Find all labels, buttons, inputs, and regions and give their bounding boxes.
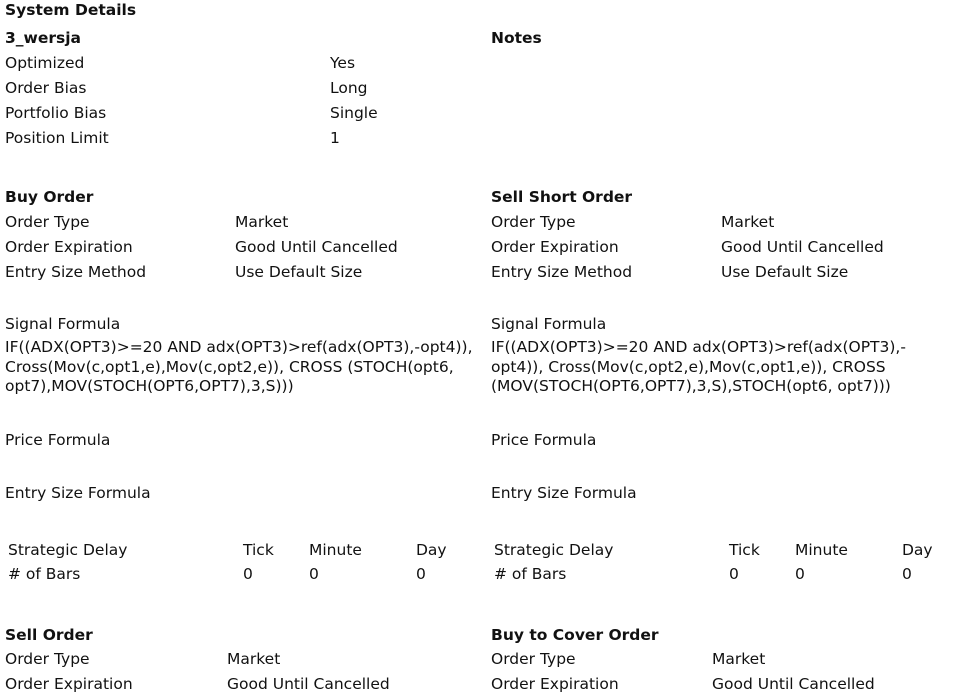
sell-order-expiration-value: Good Until Cancelled	[227, 675, 390, 693]
sell-short-bars-label: # of Bars	[494, 565, 567, 583]
notes-label: Notes	[491, 29, 542, 47]
sell-short-signal-formula-label: Signal Formula	[491, 315, 607, 333]
sell-short-expiration-label: Order Expiration	[491, 238, 619, 256]
sell-short-order-type-value: Market	[721, 213, 775, 231]
sell-short-entry-size-method-label: Entry Size Method	[491, 263, 633, 281]
buy-entry-size-method-value: Use Default Size	[235, 263, 363, 281]
portfolio-bias-label: Portfolio Bias	[5, 104, 107, 122]
sell-short-bars-minute-value: 0	[795, 565, 805, 583]
buy-bars-day-value: 0	[416, 565, 426, 583]
sell-short-bars-tick-value: 0	[729, 565, 739, 583]
sell-order-expiration-label: Order Expiration	[5, 675, 133, 693]
sell-short-delay-tick-header: Tick	[729, 541, 760, 559]
buy-delay-minute-header: Minute	[309, 541, 362, 559]
buy-to-cover-expiration-value: Good Until Cancelled	[712, 675, 875, 693]
buy-order-type-value: Market	[235, 213, 289, 231]
buy-to-cover-type-label: Order Type	[491, 650, 576, 668]
sell-short-delay-minute-header: Minute	[795, 541, 848, 559]
buy-entry-size-formula-label: Entry Size Formula	[5, 484, 151, 502]
buy-order-type-label: Order Type	[5, 213, 90, 231]
buy-price-formula-label: Price Formula	[5, 431, 111, 449]
buy-delay-day-header: Day	[416, 541, 447, 559]
buy-to-cover-order-title: Buy to Cover Order	[491, 626, 659, 644]
optimized-label: Optimized	[5, 54, 85, 72]
page-title: System Details	[5, 1, 137, 19]
sell-short-price-formula-label: Price Formula	[491, 431, 597, 449]
order-bias-label: Order Bias	[5, 79, 87, 97]
buy-signal-formula: IF((ADX(OPT3)>=20 AND adx(OPT3)>ref(adx(OPT3),-opt4)), Cross(Mov(c,opt1,e),Mov(c,opt2,e)), CROSS (STOCH(opt6, opt7),MOV(STOCH(OPT6,OPT7),3,S)))	[5, 338, 473, 395]
position-limit-label: Position Limit	[5, 129, 109, 147]
buy-entry-size-method-label: Entry Size Method	[5, 263, 147, 281]
buy-bars-tick-value: 0	[243, 565, 253, 583]
sell-order-title: Sell Order	[5, 626, 93, 644]
buy-bars-label: # of Bars	[8, 565, 81, 583]
position-limit-value: 1	[330, 129, 340, 147]
sell-short-entry-size-formula-label: Entry Size Formula	[491, 484, 637, 502]
buy-to-cover-expiration-label: Order Expiration	[491, 675, 619, 693]
buy-to-cover-type-value: Market	[712, 650, 766, 668]
sell-order-type-label: Order Type	[5, 650, 90, 668]
order-bias-value: Long	[330, 79, 368, 97]
sell-short-signal-formula: IF((ADX(OPT3)>=20 AND adx(OPT3)>ref(adx(OPT3),-opt4)), Cross(Mov(c,opt2,e),Mov(c,opt1,e)), CROSS (MOV(STOCH(OPT6,OPT7),3,S),STOCH(opt6, opt7)))	[491, 338, 906, 395]
buy-strategic-delay-label: Strategic Delay	[8, 541, 128, 559]
sell-short-entry-size-method-value: Use Default Size	[721, 263, 849, 281]
buy-order-title: Buy Order	[5, 188, 94, 206]
buy-bars-minute-value: 0	[309, 565, 319, 583]
sell-short-order-type-label: Order Type	[491, 213, 576, 231]
buy-delay-tick-header: Tick	[243, 541, 274, 559]
sell-order-type-value: Market	[227, 650, 281, 668]
buy-order-expiration-value: Good Until Cancelled	[235, 238, 398, 256]
buy-signal-formula-label: Signal Formula	[5, 315, 121, 333]
system-name: 3_wersja	[5, 29, 82, 47]
optimized-value: Yes	[330, 54, 356, 72]
buy-order-expiration-label: Order Expiration	[5, 238, 133, 256]
sell-short-delay-day-header: Day	[902, 541, 933, 559]
sell-short-expiration-value: Good Until Cancelled	[721, 238, 884, 256]
sell-short-bars-day-value: 0	[902, 565, 912, 583]
sell-short-strategic-delay-label: Strategic Delay	[494, 541, 614, 559]
sell-short-order-title: Sell Short Order	[491, 188, 633, 206]
portfolio-bias-value: Single	[330, 104, 378, 122]
